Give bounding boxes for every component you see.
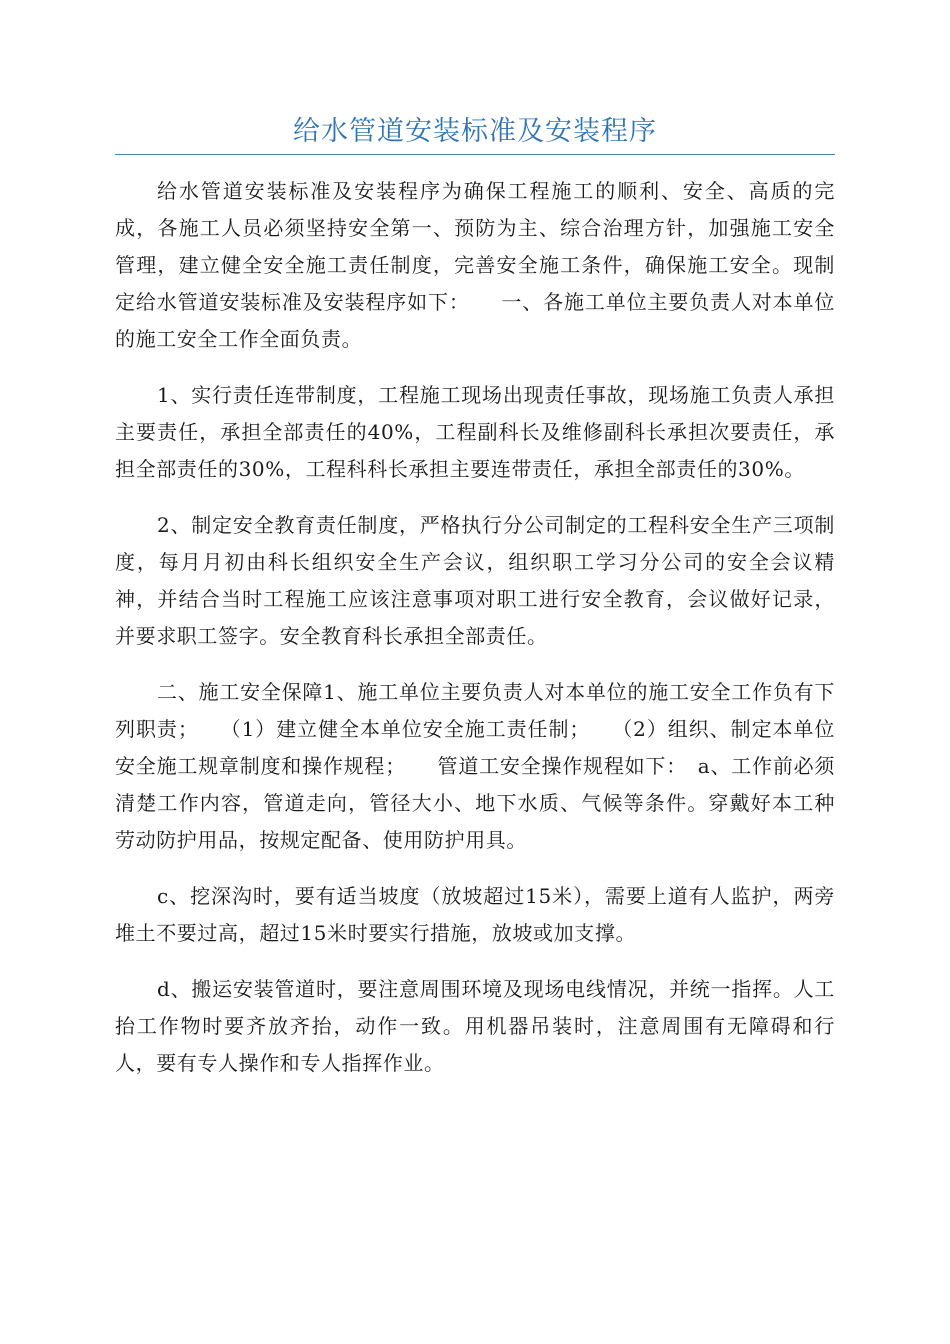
paragraph-safety-guarantee: 二、施工安全保障1、施工单位主要负责人对本单位的施工安全工作负有下列职责； （1）建立健全本单位安全施工责任制； （2）组织、制定本单位安全施工规章制度和操作规程； 管道工安全操作规程如下： a、工作前必须清楚工作内容，管道走向，管径大小、地下水质、气候等条件。穿戴好本工种劳动防护用品，按规定配备、使用防护用具。 bbox=[115, 680, 835, 852]
paragraph-transport: d、搬运安装管道时，要注意周围环境及现场电线情况，并统一指挥。人工抬工作物时要齐放齐抬，动作一致。用机器吊装时，注意周围有无障碍和行人，要有专人操作和专人指挥作业。 bbox=[115, 977, 835, 1075]
document-title: 给水管道安装标准及安装程序 bbox=[293, 116, 657, 147]
document-body bbox=[115, 173, 835, 1101]
title-underline bbox=[115, 154, 835, 155]
paragraph-intro: 给水管道安装标准及安装程序为确保工程施工的顺利、安全、高质的完成，各施工人员必须坚持安全第一、预防为主、综合治理方针，加强施工安全管理，建立健全安全施工责任制度，完善安全施工条件，确保施工安全。现制定给水管道安装标准及安装程序如下： 一、各施工单位主要负责人对本单位的施工安全工作全面负责。 bbox=[115, 179, 835, 351]
paragraph-responsibility: 1、实行责任连带制度，工程施工现场出现责任事故，现场施工负责人承担主要责任，承担全部责任的40%，工程副科长及维修副科长承担次要责任，承担全部责任的30%，工程科科长承担主要连带责任，承担全部责任的30%。 bbox=[115, 383, 835, 481]
paragraph-trench: c、挖深沟时，要有适当坡度（放坡超过15米），需要上道有人监护，两旁堆土不要过高，超过15米时要实行措施，放坡或加支撑。 bbox=[115, 884, 835, 945]
paragraph-education: 2、制定安全教育责任制度，严格执行分公司制定的工程科安全生产三项制度，每月月初由科长组织安全生产会议，组织职工学习分公司的安全会议精神，并结合当时工程施工应该注意事项对职工进行安全教育，会议做好记录，并要求职工签字。安全教育科长承担全部责任。 bbox=[115, 513, 835, 648]
